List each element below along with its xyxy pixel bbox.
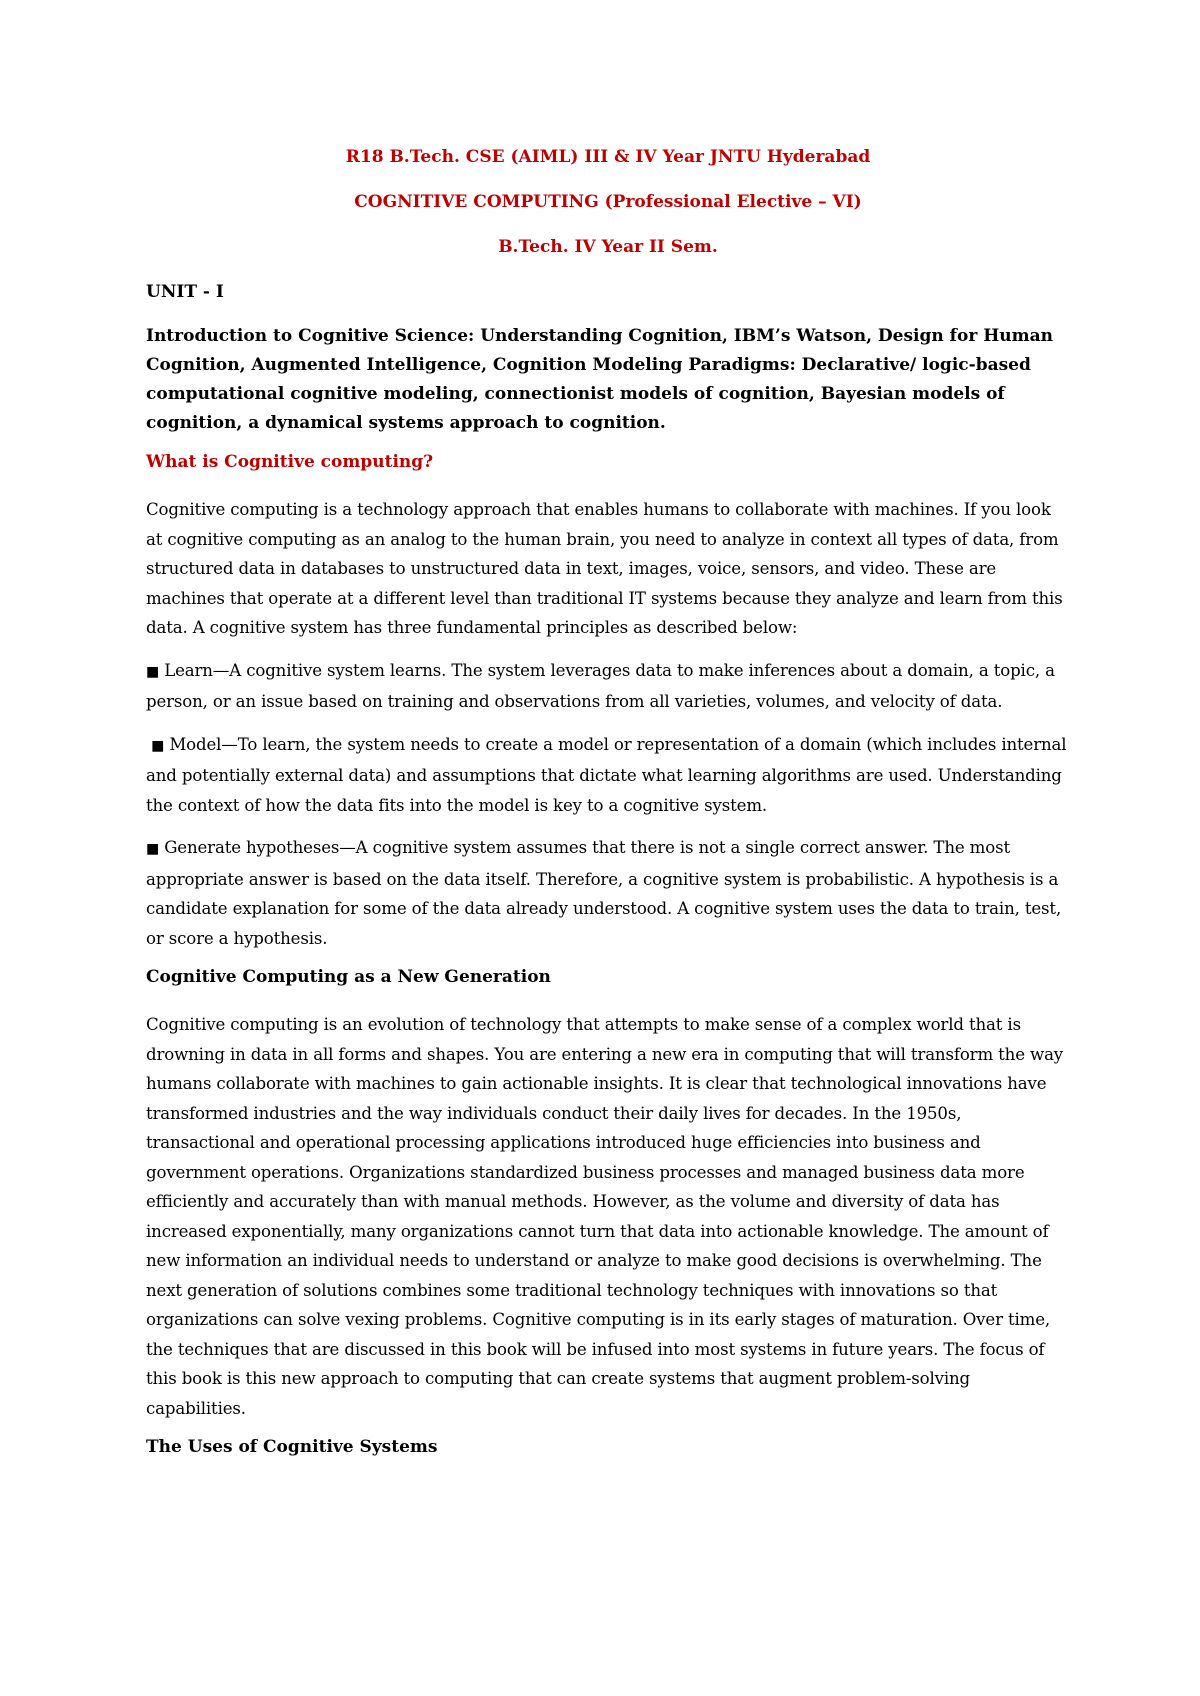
course-title-line: COGNITIVE COMPUTING (Professional Elective – VI) [354, 192, 862, 212]
bullet-learn-text: Learn—A cognitive system learns. The system leverages data to make inferences about a domain, a topic, a person, or an issue based on training and observations from all varieties, volumes, and velocity of data. [146, 660, 1055, 711]
square-bullet-icon: ■ [146, 841, 160, 857]
intro-paragraph: Cognitive computing is a technology approach that enables humans to collaborate with machines. If you look at cognitive computing as an analog to the human brain, you need to analyze in context all types of data, from structured data in databases to unstructured data in text, images, voice, sensors, and video. These are machines that operate at a different level than traditional IT systems because they analyze and learn from this data. A cognitive system has three fundamental principles as described below: [146, 500, 1063, 637]
bullet-learn [146, 656, 1070, 717]
bullet-hypotheses [146, 833, 1070, 953]
section-heading-uses: The Uses of Cognitive Systems [146, 1437, 438, 1457]
new-generation-paragraph: Cognitive computing is an evolution of technology that attempts to make sense of a complex world that is drowning in data in all forms and shapes. You are entering a new era in computing that will transform the way humans collaborate with machines to gain actionable insights. It is clear that technological innovations have transformed industries and the way individuals conduct their daily lives for decades. In the 1950s, transactional and operational processing applications introduced huge efficiencies into business and government operations. Organizations standardized business processes and managed business data more efficiently and accurately than with manual methods. However, as the volume and diversity of data has increased exponentially, many organizations cannot turn that data into actionable knowledge. The amount of new information an individual needs to understand or analyze to make good decisions is overwhelming. The next generation of solutions combines some traditional technology techniques with innovations so that organizations can solve vexing problems. Cognitive computing is in its early stages of maturation. Over time, the techniques that are discussed in this book will be infused into most systems in future years. The focus of this book is this new approach to computing that can create systems that augment problem-solving capabilities. [146, 1015, 1064, 1418]
semester-line: B.Tech. IV Year II Sem. [498, 237, 718, 257]
course-regulation-line: R18 B.Tech. CSE (AIML) III & IV Year JNTU Hyderabad [345, 147, 871, 167]
bullet-model [146, 730, 1070, 821]
bullet-hypotheses-text: Generate hypotheses—A cognitive system assumes that there is not a single correct answer. The most appropriate answer is based on the data itself. Therefore, a cognitive system is probabilistic. A hypothesis is a candidate explanation for some of the data already understood. A cognitive system uses the data to train, test, or score a hypothesis. [146, 838, 1062, 948]
square-bullet-icon: ■ [146, 663, 160, 680]
syllabus-topics: Introduction to Cognitive Science: Understanding Cognition, IBM’s Watson, Design for Human Cognition, Augmented Intelligence, Cognition Modeling Paradigms: Declarative/ logic-based computational cognitive modeling, connectionist models of cognition, Bayesian models of cognition, a dynamical systems approach to cognition. [146, 326, 1053, 433]
section-heading-what-is: What is Cognitive computing? [146, 452, 434, 472]
document-header [146, 146, 1070, 258]
bullet-model-text: Model—To learn, the system needs to create a model or representation of a domain (which includes internal and potentially external data) and assumptions that dictate what learning algorithms are used. Understanding the context of how the data fits into the model is key to a cognitive system. [146, 734, 1067, 815]
section-heading-new-generation: Cognitive Computing as a New Generation [146, 967, 551, 987]
square-bullet-icon: ■ [151, 737, 165, 754]
unit-title: UNIT - I [146, 282, 224, 302]
